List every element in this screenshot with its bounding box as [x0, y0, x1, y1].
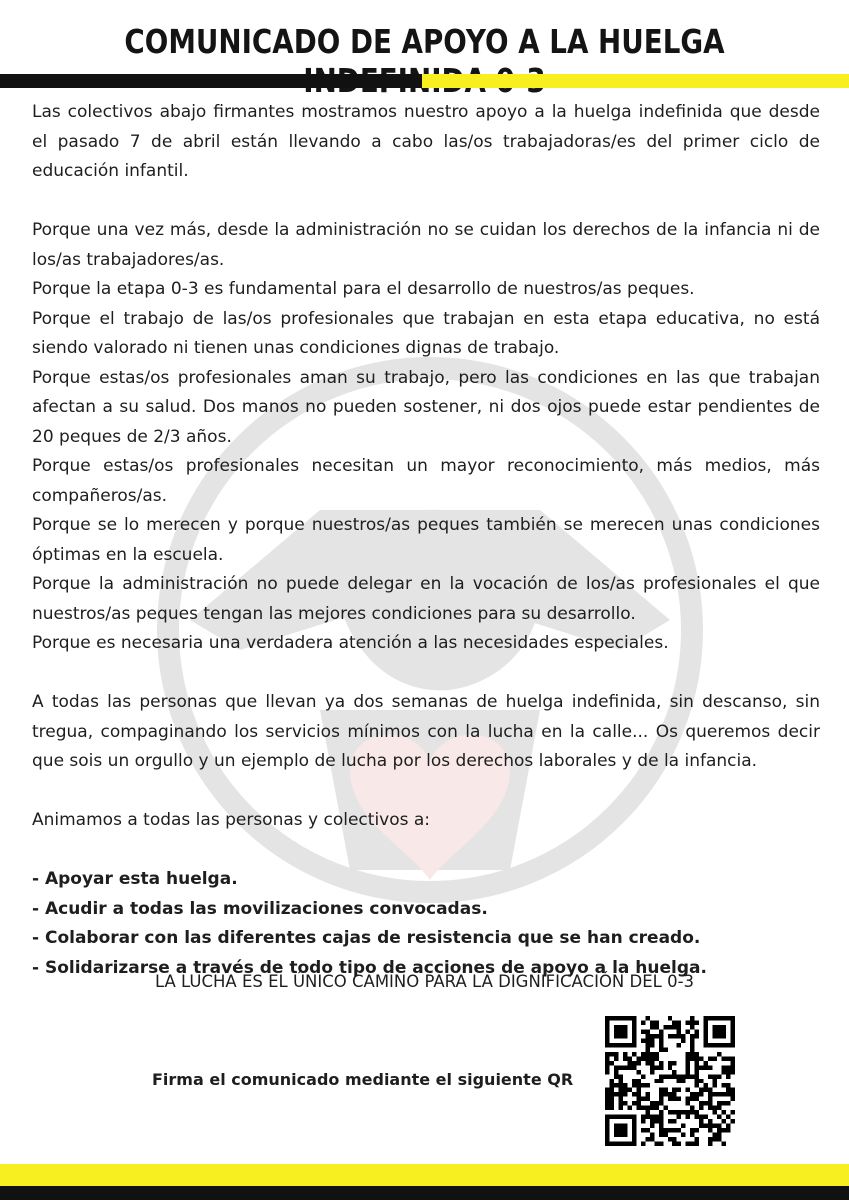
- reason-item: Porque la etapa 0-3 es fundamental para el desarrollo de nuestros/as peques.: [32, 279, 695, 299]
- slogan: LA LUCHA ES EL ÚNICO CAMINO PARA LA DIGNIFICACIÓN DEL 0-3: [154, 972, 695, 991]
- action-item: - Solidarizarse a través de todo tipo de acciones de apoyo a la huelga.: [32, 957, 707, 978]
- call-intro: Animamos a todas las personas y colectivos a:: [32, 810, 431, 830]
- header-rule-black: [0, 74, 422, 88]
- reason-item: Porque estas/os profesionales necesitan un mayor reconocimiento, más medios, más compañeros/as.: [32, 456, 820, 506]
- footer-band-yellow: [0, 1164, 849, 1186]
- reason-item: Porque se lo merecen y porque nuestros/as peques también se merecen unas condiciones óptimas en la escuela.: [32, 515, 820, 565]
- reason-item: Porque la administración no puede delegar en la vocación de los/as profesionales el que nuestros/as peques tengan las mejores condiciones para su desarrollo.: [32, 574, 820, 624]
- document-body: [32, 98, 820, 983]
- footer-band-black: [0, 1186, 849, 1200]
- action-item: - Acudir a todas las movilizaciones convocadas.: [32, 898, 488, 919]
- action-item: - Apoyar esta huelga.: [32, 869, 238, 889]
- intro-paragraph: Las colectivos abajo firmantes mostramos nuestro apoyo a la huelga indefinida que desde el pasado 7 de abril están llevando a cabo las/os trabajadoras/es del primer ciclo de educación infantil.: [32, 102, 820, 181]
- header-rule-yellow: [422, 74, 849, 88]
- sign-instructions: Firma el comunicado mediante el siguiente QR: [152, 1070, 574, 1089]
- reason-item: Porque el trabajo de las/os profesionales que trabajan en esta etapa educativa, no está siendo valorado ni tienen unas condiciones dignas de trabajo.: [32, 308, 820, 358]
- qr-code-icon[interactable]: [605, 1016, 735, 1146]
- reason-item: Porque estas/os profesionales aman su trabajo, pero las condiciones en las que trabajan afectan a su salud. Dos manos no pueden sostener, ni dos ojos puede estar pendientes de 20 peques de 2/3 años.: [32, 367, 820, 447]
- reason-item: Porque es necesaria una verdadera atención a las necesidades especiales.: [32, 633, 669, 653]
- reason-item: Porque una vez más, desde la administración no se cuidan los derechos de la infancia ni de los/as trabajadores/as.: [32, 220, 820, 270]
- action-item: - Colaborar con las diferentes cajas de resistencia que se han creado.: [32, 928, 701, 948]
- page-title: COMUNICADO DE APOYO A LA HUELGA: [124, 22, 725, 61]
- solidarity-paragraph: A todas las personas que llevan ya dos semanas de huelga indefinida, sin descanso, sin tregua, compaginando los servicios mínimos con la lucha en la calle... Os queremos decir que sois un orgullo y un ejemplo de lucha por los derechos laborales y de la infancia.: [32, 692, 820, 771]
